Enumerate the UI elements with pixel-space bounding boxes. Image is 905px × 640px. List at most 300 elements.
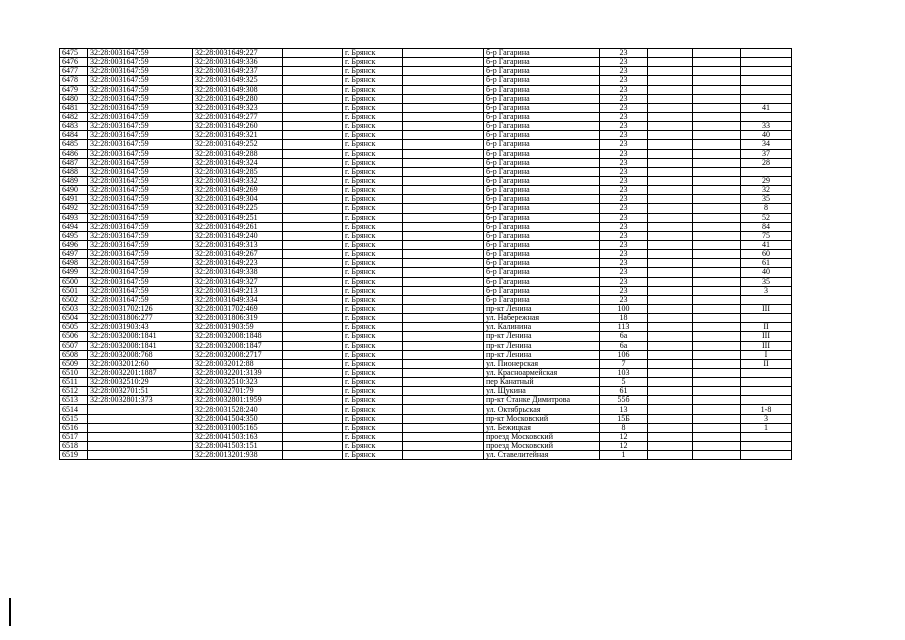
cell-row-number: 6505 bbox=[60, 323, 88, 332]
cell-parent-cadastral-number: 32:28:0032801:373 bbox=[88, 396, 193, 405]
cell-house-number: 23 bbox=[600, 213, 648, 222]
cell-house-number: 23 bbox=[600, 122, 648, 131]
cell-city: г. Брянск bbox=[343, 76, 403, 85]
table-body bbox=[60, 49, 792, 460]
cell-blank-column-4 bbox=[283, 304, 343, 313]
cell-city: г. Брянск bbox=[343, 195, 403, 204]
cell-street: б-р Гагарина bbox=[484, 259, 600, 268]
cell-cadastral-number: 32:28:0031649:334 bbox=[193, 295, 283, 304]
cell-blank-column-6 bbox=[403, 442, 484, 451]
cell-blank-column-4 bbox=[283, 295, 343, 304]
cell-blank-column-9 bbox=[648, 122, 693, 131]
cell-blank-column-6 bbox=[403, 332, 484, 341]
cell-cadastral-number: 32:28:0031649:252 bbox=[193, 140, 283, 149]
cell-blank-column-6 bbox=[403, 259, 484, 268]
cell-row-number: 6486 bbox=[60, 149, 88, 158]
cell-city: г. Брянск bbox=[343, 432, 403, 441]
cell-city: г. Брянск bbox=[343, 204, 403, 213]
cell-blank-column-4 bbox=[283, 268, 343, 277]
registry-table bbox=[59, 48, 792, 460]
cell-house-number: 23 bbox=[600, 49, 648, 58]
cell-apartment-number: 41 bbox=[741, 103, 792, 112]
cell-blank-column-10 bbox=[693, 149, 741, 158]
cell-parent-cadastral-number: 32:28:0032008:768 bbox=[88, 350, 193, 359]
cell-apartment-number: 84 bbox=[741, 222, 792, 231]
cell-street: б-р Гагарина bbox=[484, 158, 600, 167]
table-row bbox=[60, 76, 792, 85]
cell-blank-column-4 bbox=[283, 323, 343, 332]
table-row bbox=[60, 58, 792, 67]
cell-city: г. Брянск bbox=[343, 295, 403, 304]
cell-parent-cadastral-number: 32:28:0031647:59 bbox=[88, 176, 193, 185]
cell-city: г. Брянск bbox=[343, 49, 403, 58]
table-row bbox=[60, 222, 792, 231]
cell-cadastral-number: 32:28:0032012:88 bbox=[193, 359, 283, 368]
cell-blank-column-6 bbox=[403, 314, 484, 323]
cell-cadastral-number: 32:28:0031649:267 bbox=[193, 250, 283, 259]
cell-blank-column-4 bbox=[283, 350, 343, 359]
cell-apartment-number: 52 bbox=[741, 213, 792, 222]
cell-blank-column-6 bbox=[403, 76, 484, 85]
cell-apartment-number bbox=[741, 378, 792, 387]
table-row bbox=[60, 304, 792, 313]
cell-blank-column-4 bbox=[283, 131, 343, 140]
cell-street: пр-кт Московский bbox=[484, 414, 600, 423]
table-row bbox=[60, 387, 792, 396]
cell-cadastral-number: 32:28:0031649:280 bbox=[193, 94, 283, 103]
cell-blank-column-10 bbox=[693, 140, 741, 149]
cell-parent-cadastral-number: 32:28:0031647:59 bbox=[88, 259, 193, 268]
cell-blank-column-10 bbox=[693, 213, 741, 222]
cell-cadastral-number: 32:28:0032201:3139 bbox=[193, 368, 283, 377]
cell-cadastral-number: 32:28:0031649:327 bbox=[193, 277, 283, 286]
cell-parent-cadastral-number: 32:28:0032201:1887 bbox=[88, 368, 193, 377]
cell-row-number: 6513 bbox=[60, 396, 88, 405]
cell-row-number: 6508 bbox=[60, 350, 88, 359]
cell-blank-column-10 bbox=[693, 350, 741, 359]
cell-blank-column-4 bbox=[283, 432, 343, 441]
cell-blank-column-4 bbox=[283, 286, 343, 295]
cell-apartment-number: 28 bbox=[741, 158, 792, 167]
table-row bbox=[60, 85, 792, 94]
cell-house-number: 8 bbox=[600, 423, 648, 432]
cell-street: проезд Московский bbox=[484, 432, 600, 441]
cell-city: г. Брянск bbox=[343, 112, 403, 121]
cell-row-number: 6496 bbox=[60, 240, 88, 249]
cell-row-number: 6482 bbox=[60, 112, 88, 121]
cell-city: г. Брянск bbox=[343, 314, 403, 323]
cell-blank-column-6 bbox=[403, 222, 484, 231]
cell-cadastral-number: 32:28:0013201:938 bbox=[193, 451, 283, 460]
table-row bbox=[60, 186, 792, 195]
cell-cadastral-number: 32:28:0032801:1959 bbox=[193, 396, 283, 405]
cell-city: г. Брянск bbox=[343, 250, 403, 259]
cell-apartment-number bbox=[741, 94, 792, 103]
cell-blank-column-9 bbox=[648, 158, 693, 167]
cell-blank-column-10 bbox=[693, 58, 741, 67]
cell-house-number: 23 bbox=[600, 268, 648, 277]
cell-parent-cadastral-number: 32:28:0031647:59 bbox=[88, 67, 193, 76]
cell-street: б-р Гагарина bbox=[484, 204, 600, 213]
cell-cadastral-number: 32:28:0041503:151 bbox=[193, 442, 283, 451]
cell-cadastral-number: 32:28:0032008:2717 bbox=[193, 350, 283, 359]
cell-blank-column-4 bbox=[283, 76, 343, 85]
cell-city: г. Брянск bbox=[343, 213, 403, 222]
cell-apartment-number bbox=[741, 49, 792, 58]
cell-blank-column-9 bbox=[648, 222, 693, 231]
cell-row-number: 6498 bbox=[60, 259, 88, 268]
cell-house-number: 23 bbox=[600, 58, 648, 67]
table-row bbox=[60, 195, 792, 204]
cell-city: г. Брянск bbox=[343, 451, 403, 460]
cell-blank-column-10 bbox=[693, 259, 741, 268]
cell-row-number: 6507 bbox=[60, 341, 88, 350]
cell-cadastral-number: 32:28:0031649:323 bbox=[193, 103, 283, 112]
cell-street: пр-кт Ленина bbox=[484, 304, 600, 313]
cell-blank-column-4 bbox=[283, 405, 343, 414]
cell-apartment-number: 41 bbox=[741, 240, 792, 249]
cell-row-number: 6504 bbox=[60, 314, 88, 323]
cell-cadastral-number: 32:28:0032701:79 bbox=[193, 387, 283, 396]
cell-blank-column-9 bbox=[648, 49, 693, 58]
cell-house-number: 100 bbox=[600, 304, 648, 313]
table-row bbox=[60, 158, 792, 167]
cell-row-number: 6519 bbox=[60, 451, 88, 460]
cell-blank-column-10 bbox=[693, 442, 741, 451]
cell-city: г. Брянск bbox=[343, 423, 403, 432]
cell-blank-column-4 bbox=[283, 49, 343, 58]
cell-parent-cadastral-number: 32:28:0031647:59 bbox=[88, 103, 193, 112]
table-row bbox=[60, 131, 792, 140]
cell-blank-column-9 bbox=[648, 213, 693, 222]
cell-blank-column-6 bbox=[403, 268, 484, 277]
cell-row-number: 6492 bbox=[60, 204, 88, 213]
cell-house-number: 6а bbox=[600, 341, 648, 350]
cell-parent-cadastral-number: 32:28:0032510:29 bbox=[88, 378, 193, 387]
cell-city: г. Брянск bbox=[343, 268, 403, 277]
cell-blank-column-9 bbox=[648, 442, 693, 451]
cell-city: г. Брянск bbox=[343, 186, 403, 195]
cell-blank-column-10 bbox=[693, 186, 741, 195]
cell-row-number: 6478 bbox=[60, 76, 88, 85]
cell-blank-column-4 bbox=[283, 396, 343, 405]
table-row bbox=[60, 231, 792, 240]
cell-house-number: 23 bbox=[600, 222, 648, 231]
cell-cadastral-number: 32:28:0041503:163 bbox=[193, 432, 283, 441]
cell-house-number: 23 bbox=[600, 195, 648, 204]
cell-blank-column-9 bbox=[648, 58, 693, 67]
cell-blank-column-9 bbox=[648, 231, 693, 240]
cell-blank-column-6 bbox=[403, 277, 484, 286]
cell-blank-column-9 bbox=[648, 295, 693, 304]
cell-apartment-number bbox=[741, 442, 792, 451]
cell-parent-cadastral-number: 32:28:0031647:59 bbox=[88, 240, 193, 249]
cell-blank-column-10 bbox=[693, 76, 741, 85]
cell-parent-cadastral-number: 32:28:0031647:59 bbox=[88, 85, 193, 94]
cell-row-number: 6480 bbox=[60, 94, 88, 103]
cell-blank-column-4 bbox=[283, 378, 343, 387]
cell-house-number: 23 bbox=[600, 295, 648, 304]
cell-blank-column-9 bbox=[648, 314, 693, 323]
cell-blank-column-9 bbox=[648, 368, 693, 377]
cell-blank-column-6 bbox=[403, 195, 484, 204]
cell-blank-column-6 bbox=[403, 378, 484, 387]
cell-blank-column-10 bbox=[693, 167, 741, 176]
cell-row-number: 6506 bbox=[60, 332, 88, 341]
cell-blank-column-9 bbox=[648, 432, 693, 441]
cell-street: ул. Ставелитейная bbox=[484, 451, 600, 460]
cell-cadastral-number: 32:28:0031649:225 bbox=[193, 204, 283, 213]
cell-row-number: 6485 bbox=[60, 140, 88, 149]
cell-blank-column-6 bbox=[403, 140, 484, 149]
cell-row-number: 6479 bbox=[60, 85, 88, 94]
table-row bbox=[60, 405, 792, 414]
table-row bbox=[60, 451, 792, 460]
cell-cadastral-number: 32:28:0032510:323 bbox=[193, 378, 283, 387]
cell-city: г. Брянск bbox=[343, 341, 403, 350]
cell-cadastral-number: 32:28:0031649:313 bbox=[193, 240, 283, 249]
cell-blank-column-10 bbox=[693, 368, 741, 377]
cell-blank-column-6 bbox=[403, 176, 484, 185]
cell-row-number: 6510 bbox=[60, 368, 88, 377]
cell-blank-column-4 bbox=[283, 314, 343, 323]
cell-blank-column-9 bbox=[648, 341, 693, 350]
cell-blank-column-4 bbox=[283, 259, 343, 268]
table-row bbox=[60, 432, 792, 441]
cell-cadastral-number: 32:28:0031649:321 bbox=[193, 131, 283, 140]
cell-blank-column-6 bbox=[403, 368, 484, 377]
cell-house-number: 23 bbox=[600, 158, 648, 167]
cell-apartment-number bbox=[741, 432, 792, 441]
table-row bbox=[60, 314, 792, 323]
cell-street: б-р Гагарина bbox=[484, 231, 600, 240]
cell-street: пр-кт Станке Димитрова bbox=[484, 396, 600, 405]
cell-blank-column-10 bbox=[693, 414, 741, 423]
cell-blank-column-6 bbox=[403, 122, 484, 131]
table-row bbox=[60, 442, 792, 451]
cell-house-number: 23 bbox=[600, 186, 648, 195]
cell-blank-column-10 bbox=[693, 423, 741, 432]
cell-blank-column-6 bbox=[403, 94, 484, 103]
cell-apartment-number: 40 bbox=[741, 131, 792, 140]
cell-blank-column-10 bbox=[693, 359, 741, 368]
cell-apartment-number bbox=[741, 85, 792, 94]
cell-blank-column-6 bbox=[403, 295, 484, 304]
table-row bbox=[60, 396, 792, 405]
cell-city: г. Брянск bbox=[343, 94, 403, 103]
cell-parent-cadastral-number: 32:28:0031647:59 bbox=[88, 204, 193, 213]
cell-blank-column-9 bbox=[648, 112, 693, 121]
cell-blank-column-6 bbox=[403, 359, 484, 368]
table-row bbox=[60, 240, 792, 249]
cell-blank-column-10 bbox=[693, 286, 741, 295]
cell-blank-column-10 bbox=[693, 158, 741, 167]
cell-blank-column-6 bbox=[403, 432, 484, 441]
cell-parent-cadastral-number: 32:28:0031647:59 bbox=[88, 149, 193, 158]
cell-blank-column-9 bbox=[648, 332, 693, 341]
cell-blank-column-4 bbox=[283, 332, 343, 341]
table-row bbox=[60, 332, 792, 341]
cell-blank-column-4 bbox=[283, 58, 343, 67]
cell-street: б-р Гагарина bbox=[484, 195, 600, 204]
cell-cadastral-number: 32:28:0031649:324 bbox=[193, 158, 283, 167]
cell-city: г. Брянск bbox=[343, 222, 403, 231]
table-row bbox=[60, 423, 792, 432]
cell-parent-cadastral-number bbox=[88, 423, 193, 432]
cell-blank-column-9 bbox=[648, 387, 693, 396]
table-row bbox=[60, 94, 792, 103]
cell-house-number: 1 bbox=[600, 451, 648, 460]
table-row bbox=[60, 204, 792, 213]
cell-parent-cadastral-number: 32:28:0031647:59 bbox=[88, 222, 193, 231]
cell-street: ул. Бежицкая bbox=[484, 423, 600, 432]
cell-cadastral-number: 32:28:0031649:285 bbox=[193, 167, 283, 176]
cell-street: б-р Гагарина bbox=[484, 222, 600, 231]
cell-street: б-р Гагарина bbox=[484, 268, 600, 277]
table-row bbox=[60, 167, 792, 176]
table-row bbox=[60, 350, 792, 359]
cell-blank-column-6 bbox=[403, 186, 484, 195]
cell-blank-column-6 bbox=[403, 323, 484, 332]
cell-house-number: 15Б bbox=[600, 414, 648, 423]
cell-house-number: 23 bbox=[600, 85, 648, 94]
cell-blank-column-4 bbox=[283, 231, 343, 240]
cell-blank-column-9 bbox=[648, 396, 693, 405]
cell-parent-cadastral-number: 32:28:0031647:59 bbox=[88, 213, 193, 222]
cell-blank-column-10 bbox=[693, 131, 741, 140]
table-row bbox=[60, 368, 792, 377]
cell-cadastral-number: 32:28:0031649:260 bbox=[193, 122, 283, 131]
cell-blank-column-9 bbox=[648, 250, 693, 259]
table-row bbox=[60, 103, 792, 112]
table-row bbox=[60, 49, 792, 58]
cell-cadastral-number: 32:28:0031649:332 bbox=[193, 176, 283, 185]
cell-house-number: 61 bbox=[600, 387, 648, 396]
cell-blank-column-9 bbox=[648, 204, 693, 213]
cell-apartment-number bbox=[741, 451, 792, 460]
cell-street: ул. Октябрьская bbox=[484, 405, 600, 414]
cell-city: г. Брянск bbox=[343, 323, 403, 332]
cell-parent-cadastral-number: 32:28:0031647:59 bbox=[88, 140, 193, 149]
cell-apartment-number: 40 bbox=[741, 268, 792, 277]
table-row bbox=[60, 378, 792, 387]
cell-blank-column-9 bbox=[648, 268, 693, 277]
cell-row-number: 6484 bbox=[60, 131, 88, 140]
cell-row-number: 6500 bbox=[60, 277, 88, 286]
cell-parent-cadastral-number bbox=[88, 442, 193, 451]
cell-row-number: 6477 bbox=[60, 67, 88, 76]
cell-blank-column-9 bbox=[648, 414, 693, 423]
cell-street: б-р Гагарина bbox=[484, 58, 600, 67]
cell-blank-column-10 bbox=[693, 387, 741, 396]
cell-city: г. Брянск bbox=[343, 286, 403, 295]
cell-row-number: 6491 bbox=[60, 195, 88, 204]
cell-row-number: 6518 bbox=[60, 442, 88, 451]
cell-parent-cadastral-number bbox=[88, 414, 193, 423]
cell-blank-column-4 bbox=[283, 451, 343, 460]
cell-row-number: 6515 bbox=[60, 414, 88, 423]
cell-street: проезд Московский bbox=[484, 442, 600, 451]
cell-house-number: 23 bbox=[600, 286, 648, 295]
cell-city: г. Брянск bbox=[343, 396, 403, 405]
cell-city: г. Брянск bbox=[343, 259, 403, 268]
cell-city: г. Брянск bbox=[343, 149, 403, 158]
cell-blank-column-4 bbox=[283, 67, 343, 76]
cell-city: г. Брянск bbox=[343, 304, 403, 313]
table-row bbox=[60, 259, 792, 268]
cell-house-number: 23 bbox=[600, 67, 648, 76]
cell-street: б-р Гагарина bbox=[484, 295, 600, 304]
cell-apartment-number: III bbox=[741, 341, 792, 350]
cell-apartment-number: 29 bbox=[741, 176, 792, 185]
cell-parent-cadastral-number: 32:28:0031647:59 bbox=[88, 94, 193, 103]
cell-city: г. Брянск bbox=[343, 67, 403, 76]
cell-city: г. Брянск bbox=[343, 350, 403, 359]
cell-apartment-number bbox=[741, 387, 792, 396]
cell-apartment-number: 37 bbox=[741, 149, 792, 158]
table-row bbox=[60, 149, 792, 158]
cell-blank-column-10 bbox=[693, 295, 741, 304]
cell-apartment-number: 60 bbox=[741, 250, 792, 259]
cell-parent-cadastral-number: 32:28:0031647:59 bbox=[88, 250, 193, 259]
cell-apartment-number: 1 bbox=[741, 423, 792, 432]
cell-blank-column-10 bbox=[693, 240, 741, 249]
cell-row-number: 6476 bbox=[60, 58, 88, 67]
cell-house-number: 113 bbox=[600, 323, 648, 332]
cell-blank-column-4 bbox=[283, 186, 343, 195]
cell-blank-column-4 bbox=[283, 414, 343, 423]
cell-parent-cadastral-number: 32:28:0031647:59 bbox=[88, 195, 193, 204]
cell-blank-column-4 bbox=[283, 423, 343, 432]
cell-house-number: 23 bbox=[600, 140, 648, 149]
cell-blank-column-9 bbox=[648, 94, 693, 103]
cell-parent-cadastral-number: 32:28:0032008:1841 bbox=[88, 332, 193, 341]
cell-blank-column-10 bbox=[693, 323, 741, 332]
cell-blank-column-6 bbox=[403, 304, 484, 313]
cell-blank-column-4 bbox=[283, 213, 343, 222]
cell-street: б-р Гагарина bbox=[484, 112, 600, 121]
table-row bbox=[60, 140, 792, 149]
cell-cadastral-number: 32:28:0031649:325 bbox=[193, 76, 283, 85]
cell-cadastral-number: 32:28:0032008:1847 bbox=[193, 341, 283, 350]
cell-parent-cadastral-number: 32:28:0031806:277 bbox=[88, 314, 193, 323]
cell-blank-column-9 bbox=[648, 149, 693, 158]
cell-blank-column-4 bbox=[283, 94, 343, 103]
cell-row-number: 6502 bbox=[60, 295, 88, 304]
cell-blank-column-4 bbox=[283, 277, 343, 286]
cell-blank-column-10 bbox=[693, 378, 741, 387]
cell-blank-column-4 bbox=[283, 176, 343, 185]
cell-blank-column-6 bbox=[403, 49, 484, 58]
table-row bbox=[60, 250, 792, 259]
cell-row-number: 6512 bbox=[60, 387, 88, 396]
cell-blank-column-6 bbox=[403, 213, 484, 222]
cell-apartment-number: II bbox=[741, 323, 792, 332]
cell-street: б-р Гагарина bbox=[484, 67, 600, 76]
cell-row-number: 6517 bbox=[60, 432, 88, 441]
cell-house-number: 23 bbox=[600, 204, 648, 213]
cell-street: б-р Гагарина bbox=[484, 213, 600, 222]
table-row bbox=[60, 323, 792, 332]
cell-blank-column-4 bbox=[283, 122, 343, 131]
cell-street: б-р Гагарина bbox=[484, 186, 600, 195]
cell-cadastral-number: 32:28:0031649:336 bbox=[193, 58, 283, 67]
cell-parent-cadastral-number: 32:28:0031647:59 bbox=[88, 158, 193, 167]
cell-house-number: 23 bbox=[600, 94, 648, 103]
cell-parent-cadastral-number: 32:28:0031647:59 bbox=[88, 295, 193, 304]
cell-blank-column-4 bbox=[283, 85, 343, 94]
cell-house-number: 23 bbox=[600, 149, 648, 158]
